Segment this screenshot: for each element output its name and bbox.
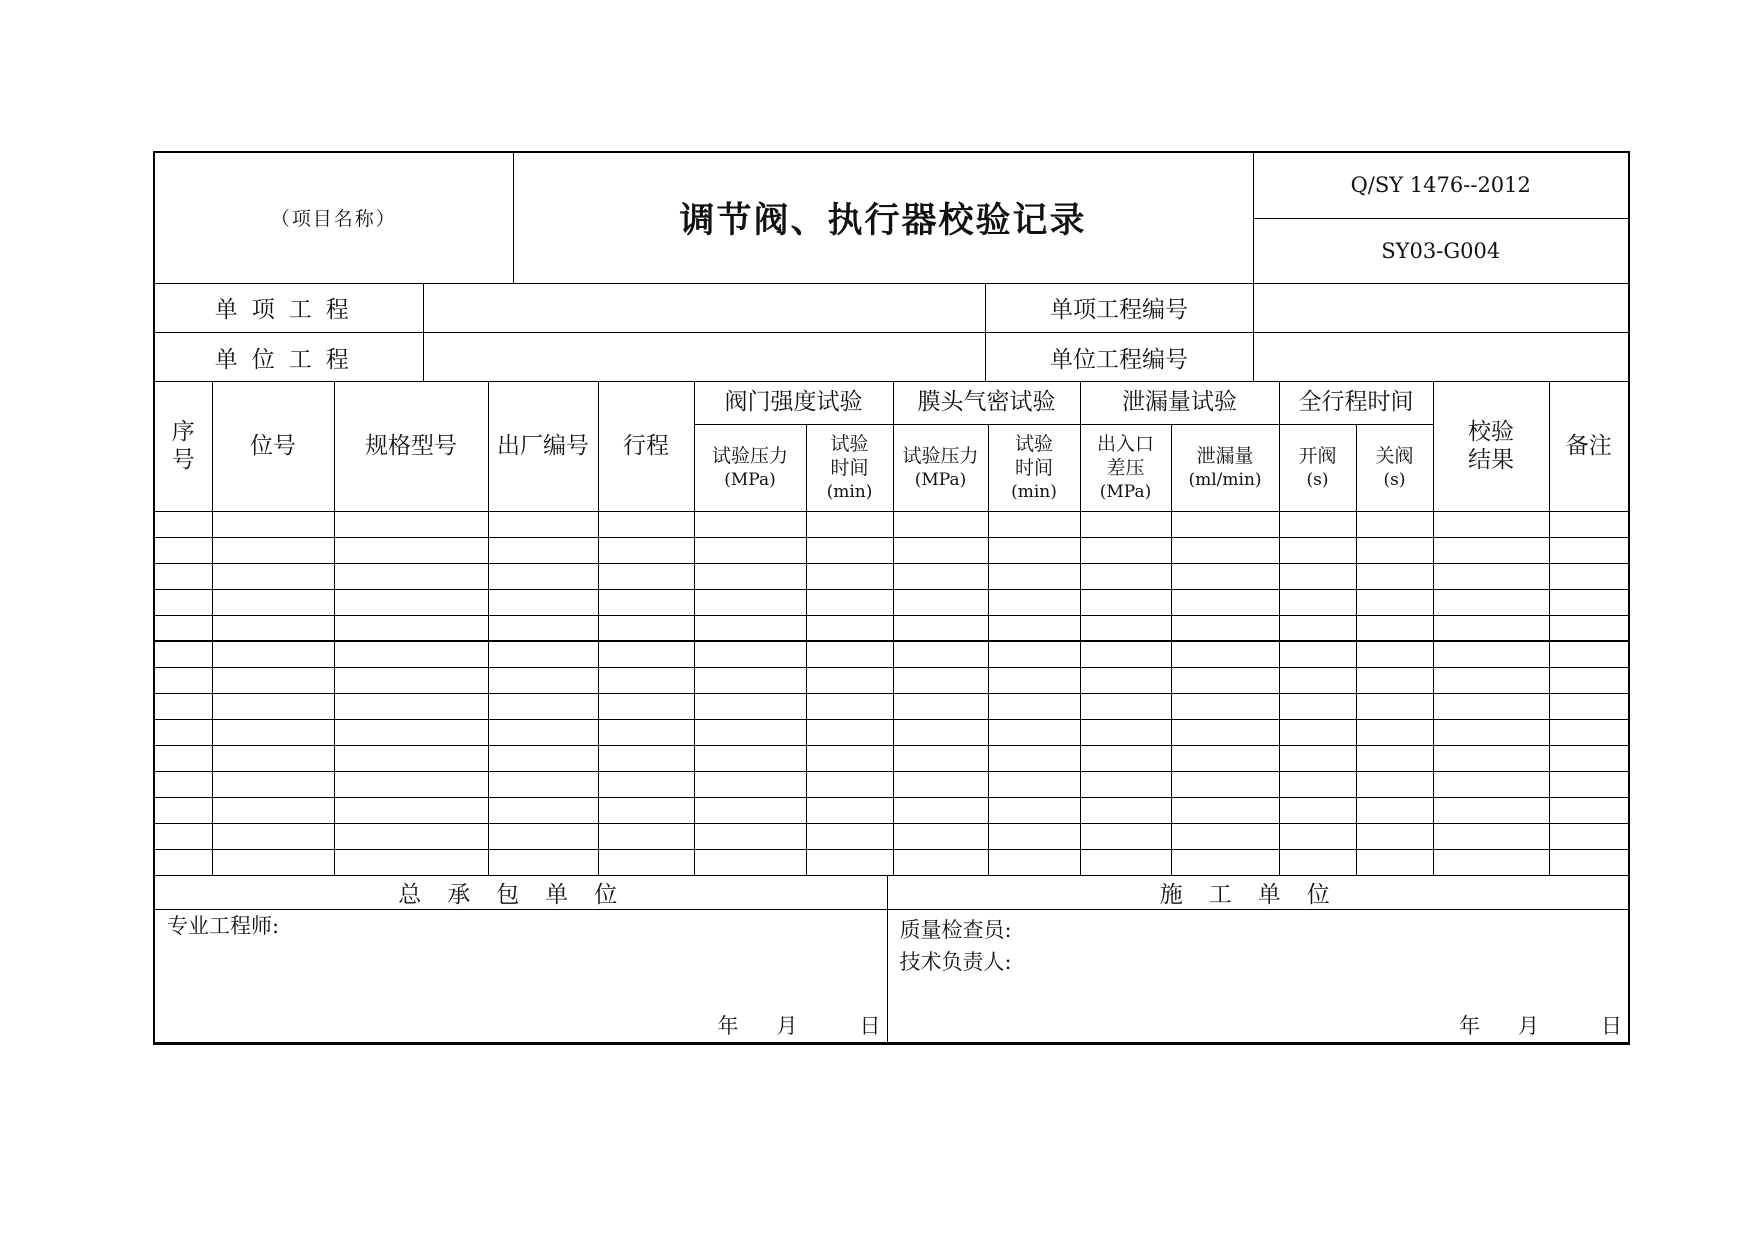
table-cell[interactable]: [1171, 745, 1279, 771]
table-cell[interactable]: [334, 589, 488, 615]
table-cell[interactable]: [806, 823, 893, 849]
table-cell[interactable]: [1080, 615, 1171, 641]
item-project-no-label: 单项工程编号: [985, 284, 1253, 333]
table-cell[interactable]: [334, 719, 488, 745]
unit-project-label: 单位工程: [155, 333, 423, 382]
table-cell[interactable]: [155, 537, 212, 563]
table-cell[interactable]: [694, 641, 806, 667]
table-cell[interactable]: [1080, 537, 1171, 563]
table-cell[interactable]: [1433, 615, 1549, 641]
table-cell[interactable]: [893, 823, 988, 849]
col-result-header: 校验结果: [1433, 382, 1549, 511]
group-strength-header: 阀门强度试验: [694, 382, 893, 424]
inspector-label: 质量检查员:: [899, 917, 1012, 942]
table-cell[interactable]: [1080, 719, 1171, 745]
table-cell[interactable]: [1356, 641, 1433, 667]
table-cell[interactable]: [212, 511, 334, 537]
table-cell[interactable]: [212, 745, 334, 771]
table-cell[interactable]: [1279, 797, 1356, 823]
table-cell[interactable]: [1549, 849, 1628, 875]
table-cell[interactable]: [1549, 641, 1628, 667]
table-cell[interactable]: [694, 511, 806, 537]
table-cell[interactable]: [988, 511, 1080, 537]
table-cell[interactable]: [1171, 563, 1279, 589]
table-row: [155, 797, 1628, 823]
table-cell[interactable]: [488, 511, 598, 537]
table-cell[interactable]: [988, 615, 1080, 641]
table-cell[interactable]: [806, 537, 893, 563]
table-cell[interactable]: [598, 667, 694, 693]
table-cell[interactable]: [1080, 641, 1171, 667]
table-cell[interactable]: [988, 797, 1080, 823]
item-project-no-field[interactable]: [1253, 284, 1628, 333]
table-cell[interactable]: [1279, 511, 1356, 537]
table-cell[interactable]: [1171, 771, 1279, 797]
table-cell[interactable]: [598, 823, 694, 849]
table-cell[interactable]: [988, 745, 1080, 771]
col-seq-header: 序号: [155, 382, 212, 511]
table-cell[interactable]: [1356, 563, 1433, 589]
item-project-field[interactable]: [423, 284, 985, 333]
table-cell[interactable]: [806, 589, 893, 615]
table-cell[interactable]: [1356, 511, 1433, 537]
table-cell[interactable]: [334, 537, 488, 563]
table-cell[interactable]: [893, 667, 988, 693]
table-cell[interactable]: [1279, 771, 1356, 797]
table-cell[interactable]: [1080, 589, 1171, 615]
table-row: [155, 771, 1628, 797]
table-cell[interactable]: [1279, 537, 1356, 563]
builder-date: [1459, 1010, 1622, 1040]
table-cell[interactable]: [488, 745, 598, 771]
table-cell[interactable]: [212, 719, 334, 745]
table-cell[interactable]: [1356, 797, 1433, 823]
table-cell[interactable]: [806, 797, 893, 823]
table-cell[interactable]: [694, 745, 806, 771]
table-cell[interactable]: [598, 615, 694, 641]
table-cell[interactable]: [1356, 615, 1433, 641]
table-cell[interactable]: [1279, 589, 1356, 615]
table-cell[interactable]: [488, 563, 598, 589]
table-cell[interactable]: [334, 693, 488, 719]
table-cell[interactable]: [334, 667, 488, 693]
calibration-table: [155, 382, 1628, 876]
record-form: [153, 151, 1630, 1045]
table-cell[interactable]: [806, 615, 893, 641]
table-cell[interactable]: [1356, 667, 1433, 693]
sub-pressure2-header: 试验压力 (MPa): [893, 424, 988, 511]
table-cell[interactable]: [1433, 667, 1549, 693]
table-cell[interactable]: [893, 641, 988, 667]
table-cell[interactable]: [334, 511, 488, 537]
table-cell[interactable]: [988, 849, 1080, 875]
col-stroke-header: 行程: [598, 382, 694, 511]
table-cell[interactable]: [988, 641, 1080, 667]
table-cell[interactable]: [1549, 563, 1628, 589]
group-leakage-header: 泄漏量试验: [1080, 382, 1279, 424]
table-cell[interactable]: [806, 667, 893, 693]
table-cell[interactable]: [155, 849, 212, 875]
table-cell[interactable]: [155, 719, 212, 745]
sub-pressure-header: 试验压力 (MPa): [694, 424, 806, 511]
table-row: [155, 589, 1628, 615]
table-cell[interactable]: [893, 745, 988, 771]
engineer-label: 专业工程师:: [167, 913, 280, 938]
table-cell[interactable]: [598, 693, 694, 719]
table-cell[interactable]: [488, 849, 598, 875]
technical-label: 技术负责人:: [899, 949, 1012, 974]
table-cell[interactable]: [694, 771, 806, 797]
contractor-date: [718, 1010, 881, 1040]
table-cell[interactable]: [988, 537, 1080, 563]
sub-close-header: 关阀 (s): [1356, 424, 1433, 511]
table-cell[interactable]: [1356, 719, 1433, 745]
table-cell[interactable]: [1433, 589, 1549, 615]
table-cell[interactable]: [1279, 719, 1356, 745]
table-cell[interactable]: [488, 797, 598, 823]
table-cell[interactable]: [1279, 641, 1356, 667]
table-cell[interactable]: [212, 823, 334, 849]
table-cell[interactable]: [1171, 589, 1279, 615]
table-cell[interactable]: [212, 615, 334, 641]
group-airtight-header: 膜头气密试验: [893, 382, 1080, 424]
table-cell[interactable]: [1549, 797, 1628, 823]
table-cell[interactable]: [806, 849, 893, 875]
table-cell[interactable]: [988, 823, 1080, 849]
table-cell[interactable]: [155, 667, 212, 693]
table-cell[interactable]: [155, 589, 212, 615]
table-row: [155, 849, 1628, 875]
table-cell[interactable]: [988, 563, 1080, 589]
table-cell[interactable]: [212, 589, 334, 615]
table-cell[interactable]: [1549, 589, 1628, 615]
table-cell[interactable]: [1356, 693, 1433, 719]
table-cell[interactable]: [155, 641, 212, 667]
table-cell[interactable]: [1356, 823, 1433, 849]
table-cell[interactable]: [694, 719, 806, 745]
table-cell[interactable]: [694, 849, 806, 875]
table-cell[interactable]: [893, 537, 988, 563]
table-cell[interactable]: [488, 771, 598, 797]
table-cell[interactable]: [1549, 745, 1628, 771]
table-cell[interactable]: [1171, 823, 1279, 849]
table-cell[interactable]: [334, 823, 488, 849]
table-cell[interactable]: [1433, 693, 1549, 719]
table-cell[interactable]: [893, 563, 988, 589]
table-cell[interactable]: [598, 589, 694, 615]
table-cell[interactable]: [806, 511, 893, 537]
table-cell[interactable]: [1549, 615, 1628, 641]
table-cell[interactable]: [334, 563, 488, 589]
table-cell[interactable]: [334, 745, 488, 771]
date-day: 日: [1601, 1013, 1622, 1038]
unit-project-no-label: 单位工程编号: [985, 333, 1253, 382]
table-cell[interactable]: [1279, 693, 1356, 719]
date-year: 年: [1459, 1013, 1480, 1038]
table-cell[interactable]: [1433, 563, 1549, 589]
table-cell[interactable]: [1080, 823, 1171, 849]
table-cell[interactable]: [1549, 719, 1628, 745]
sub-open-header: 开阀 (s): [1279, 424, 1356, 511]
unit-project-field[interactable]: [423, 333, 985, 382]
table-cell[interactable]: [694, 693, 806, 719]
table-cell[interactable]: [598, 641, 694, 667]
table-cell[interactable]: [1549, 667, 1628, 693]
table-cell[interactable]: [212, 797, 334, 823]
table-cell[interactable]: [1279, 615, 1356, 641]
table-cell[interactable]: [988, 771, 1080, 797]
table-cell[interactable]: [893, 615, 988, 641]
table-row: [155, 693, 1628, 719]
table-cell[interactable]: [598, 797, 694, 823]
table-cell[interactable]: [988, 667, 1080, 693]
col-remark-header: 备注: [1549, 382, 1628, 511]
builder-header: 施工单位: [887, 876, 1628, 910]
table-cell[interactable]: [694, 823, 806, 849]
table-cell[interactable]: [893, 771, 988, 797]
table-cell[interactable]: [806, 693, 893, 719]
table-cell[interactable]: [334, 771, 488, 797]
table-cell[interactable]: [155, 823, 212, 849]
table-cell[interactable]: [806, 771, 893, 797]
table-cell[interactable]: [1080, 693, 1171, 719]
table-cell[interactable]: [1171, 537, 1279, 563]
table-cell[interactable]: [988, 589, 1080, 615]
table-cell[interactable]: [1171, 667, 1279, 693]
table-cell[interactable]: [598, 563, 694, 589]
table-cell[interactable]: [1549, 537, 1628, 563]
table-cell[interactable]: [1080, 771, 1171, 797]
table-cell[interactable]: [488, 719, 598, 745]
col-serial-header: 出厂编号: [488, 382, 598, 511]
signature-block: [155, 876, 1628, 1043]
table-cell[interactable]: [1549, 511, 1628, 537]
table-cell[interactable]: [1080, 849, 1171, 875]
table-cell[interactable]: [1549, 693, 1628, 719]
table-cell[interactable]: [1356, 537, 1433, 563]
table-cell[interactable]: [1356, 849, 1433, 875]
date-month: 月: [1518, 1013, 1539, 1038]
table-cell[interactable]: [1279, 563, 1356, 589]
table-row: [155, 641, 1628, 667]
table-cell[interactable]: [155, 563, 212, 589]
sub-leak-header: 泄漏量 (ml/min): [1171, 424, 1279, 511]
table-cell[interactable]: [1080, 511, 1171, 537]
sub-diff-header: 出入口差压 (MPa): [1080, 424, 1171, 511]
table-cell[interactable]: [694, 537, 806, 563]
table-cell[interactable]: [212, 849, 334, 875]
table-cell[interactable]: [1356, 589, 1433, 615]
table-cell[interactable]: [598, 511, 694, 537]
form-header: [155, 153, 1628, 284]
table-cell[interactable]: [155, 745, 212, 771]
table-cell[interactable]: [488, 589, 598, 615]
table-cell[interactable]: [334, 615, 488, 641]
unit-project-no-field[interactable]: [1253, 333, 1628, 382]
sub-time-header: 试验时间 (min): [806, 424, 893, 511]
table-row: [155, 537, 1628, 563]
date-month: 月: [776, 1013, 798, 1038]
table-row: [155, 511, 1628, 537]
table-cell[interactable]: [212, 563, 334, 589]
table-cell[interactable]: [155, 797, 212, 823]
table-cell[interactable]: [155, 615, 212, 641]
standard-code: Q/SY 1476--2012: [1253, 153, 1628, 218]
col-model-header: 规格型号: [334, 382, 488, 511]
table-cell[interactable]: [488, 615, 598, 641]
table-cell[interactable]: [155, 511, 212, 537]
table-cell[interactable]: [155, 771, 212, 797]
table-cell[interactable]: [1433, 511, 1549, 537]
table-cell[interactable]: [694, 667, 806, 693]
group-fulltime-header: 全行程时间: [1279, 382, 1433, 424]
table-cell[interactable]: [1433, 771, 1549, 797]
table-cell[interactable]: [212, 667, 334, 693]
table-cell[interactable]: [988, 719, 1080, 745]
table-cell[interactable]: [893, 719, 988, 745]
table-cell[interactable]: [694, 797, 806, 823]
project-name: （项目名称）: [155, 153, 513, 283]
table-cell[interactable]: [694, 563, 806, 589]
table-cell[interactable]: [806, 719, 893, 745]
table-cell[interactable]: [1171, 615, 1279, 641]
table-cell[interactable]: [1080, 745, 1171, 771]
table-cell[interactable]: [1171, 719, 1279, 745]
date-day: 日: [859, 1013, 881, 1038]
table-cell[interactable]: [334, 797, 488, 823]
table-cell[interactable]: [488, 537, 598, 563]
table-cell[interactable]: [1433, 797, 1549, 823]
table-cell[interactable]: [1279, 667, 1356, 693]
table-cell[interactable]: [1356, 745, 1433, 771]
table-row: [155, 823, 1628, 849]
table-row: [155, 745, 1628, 771]
table-cell[interactable]: [598, 537, 694, 563]
table-cell[interactable]: [488, 641, 598, 667]
table-cell[interactable]: [1171, 849, 1279, 875]
table-cell[interactable]: [1279, 849, 1356, 875]
form-code: SY03-G004: [1253, 218, 1628, 283]
table-cell[interactable]: [694, 615, 806, 641]
table-cell[interactable]: [212, 771, 334, 797]
contractor-header: 总承包单位: [155, 876, 887, 910]
project-info: [155, 284, 1628, 383]
table-cell[interactable]: [694, 589, 806, 615]
table-cell[interactable]: [598, 719, 694, 745]
table-cell[interactable]: [1549, 771, 1628, 797]
table-cell[interactable]: [893, 693, 988, 719]
table-cell[interactable]: [334, 849, 488, 875]
table-cell[interactable]: [1279, 823, 1356, 849]
table-row: [155, 615, 1628, 641]
table-cell[interactable]: [893, 589, 988, 615]
table-cell[interactable]: [1171, 693, 1279, 719]
table-cell[interactable]: [1433, 719, 1549, 745]
builder-sign-cell[interactable]: [887, 909, 1628, 1042]
table-cell[interactable]: [806, 641, 893, 667]
table-cell[interactable]: [1433, 849, 1549, 875]
table-cell[interactable]: [1433, 641, 1549, 667]
table-body: [155, 511, 1628, 875]
table-cell[interactable]: [1171, 641, 1279, 667]
table-cell[interactable]: [598, 771, 694, 797]
table-cell[interactable]: [1171, 511, 1279, 537]
table-row: [155, 719, 1628, 745]
table-cell[interactable]: [488, 693, 598, 719]
date-year: 年: [717, 1013, 739, 1038]
table-cell[interactable]: [893, 849, 988, 875]
form-title: 调节阀、执行器校验记录: [513, 153, 1253, 283]
table-cell[interactable]: [1171, 797, 1279, 823]
table-cell[interactable]: [1080, 667, 1171, 693]
table-cell[interactable]: [598, 745, 694, 771]
table-cell[interactable]: [334, 641, 488, 667]
table-cell[interactable]: [806, 563, 893, 589]
table-cell[interactable]: [1433, 537, 1549, 563]
table-cell[interactable]: [988, 693, 1080, 719]
table-cell[interactable]: [1433, 823, 1549, 849]
table-row: [155, 667, 1628, 693]
table-row: [155, 563, 1628, 589]
table-cell[interactable]: [488, 823, 598, 849]
table-cell[interactable]: [1356, 771, 1433, 797]
table-cell[interactable]: [212, 537, 334, 563]
table-cell[interactable]: [1433, 745, 1549, 771]
item-project-label: 单项工程: [155, 284, 423, 333]
table-cell[interactable]: [212, 641, 334, 667]
table-cell[interactable]: [893, 797, 988, 823]
table-cell[interactable]: [806, 745, 893, 771]
table-cell[interactable]: [1080, 563, 1171, 589]
table-cell[interactable]: [212, 693, 334, 719]
table-cell[interactable]: [488, 667, 598, 693]
sub-time2-header: 试验时间 (min): [988, 424, 1080, 511]
table-cell[interactable]: [155, 693, 212, 719]
table-cell[interactable]: [893, 511, 988, 537]
table-cell[interactable]: [598, 849, 694, 875]
table-cell[interactable]: [1549, 823, 1628, 849]
contractor-sign-cell[interactable]: [155, 909, 887, 1042]
table-cell[interactable]: [1279, 745, 1356, 771]
table-cell[interactable]: [1080, 797, 1171, 823]
col-position-header: 位号: [212, 382, 334, 511]
